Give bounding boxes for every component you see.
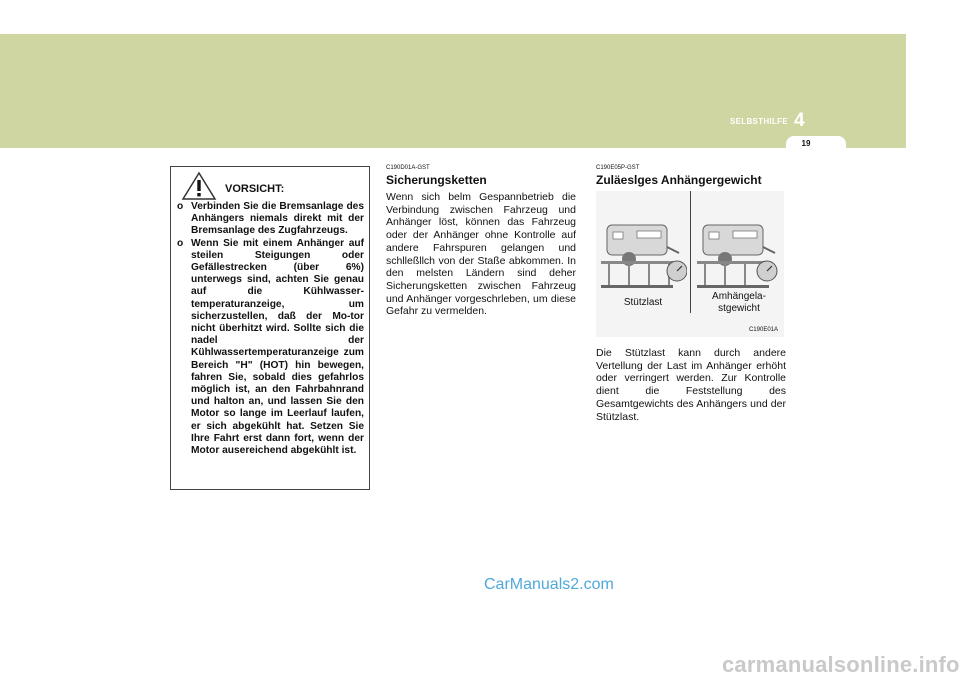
warning-box	[170, 166, 370, 490]
warning-list	[177, 201, 364, 457]
warning-title: VORSICHT:	[225, 183, 285, 195]
warning-item-text: Wenn Sie mit einem Anhänger auf steilen Steigungen oder Gefällestrecken (über 6%) unterwegs sind, achten Sie genau auf die Kühlwasser-temperaturanzeige, um sicherzustellen, daß der Mo-tor nicht überhitzt wird. Sollte sich die nadel der Kühlwassertemperaturanzeige zum Bereich "H" (HOT) hin bewegen, fahren Sie, sobald dies gefahrlos möglich ist, an den Fahrbahnrand und halton an, und lassen Sie den Motor so lange im Leerlauf laufen, er sich abgekühlt hat. Setzen Sie Ihre Fahrt erst dann fort, wenn der Motor ausereichend abgekühlt ist.	[191, 237, 364, 457]
section-heading: Sicherungsketten	[386, 173, 487, 187]
warning-header	[177, 167, 364, 201]
figure-caption-right-line1: Amhängela-	[712, 291, 766, 302]
tongue-load-illustration	[599, 219, 687, 291]
chapter-number: 4	[794, 110, 805, 131]
warning-bullet: o	[177, 237, 184, 249]
figure-code: C190E01A	[748, 327, 778, 333]
section-code: C190E05P-GST	[596, 165, 640, 171]
figure-caption-left: Stützlast	[623, 297, 663, 308]
section-body: Wenn sich belm Gespannbetrieb die Verbindung zwischen Fahrzeug und Anhänger löst, können das Fahrzeug oder der Anhänger ohne Kontrolle auf andere Fahrspuren gelangen und schlleßllch von der Staße abkommen. In den melsten Ländern sind deher Sicherungsketten zwischen Fahrzeug und Anhänger vorgeschrleben, um diese Gefahr zu vermelden.	[386, 191, 576, 318]
trailer-weight-figure	[596, 191, 784, 337]
section-code: C190D01A-GST	[386, 165, 430, 171]
figure-divider	[690, 191, 691, 313]
trailer-weight-illustration	[695, 219, 783, 291]
figure-caption-right	[694, 291, 784, 315]
warning-bullet: o	[177, 201, 184, 212]
section-heading: Zuläeslges Anhängergewicht	[596, 173, 762, 187]
trailer-weight-section	[596, 165, 786, 423]
page-number: 19	[801, 139, 811, 148]
warning-item-text: Verbinden Sie die Bremsanlage des Anhängers niemals direkt mit der Bremsanlage des Zugfahrzeugs.	[191, 201, 364, 237]
footer-watermark[interactable]: carmanualsonline.info	[722, 652, 960, 677]
warning-item	[177, 201, 364, 238]
warning-item	[177, 238, 364, 458]
chapter-label: SELBSTHILFE	[730, 117, 788, 126]
safety-chains-section	[386, 165, 576, 318]
section-body: Die Stützlast kann durch andere Vertellung der Last im Anhänger erhöht oder verringert werden. Zur Kontrolle dient die Feststellung des Gesamtgewichts des Anhängers und der Stützlast.	[596, 347, 786, 423]
site-watermark[interactable]: CarManuals2.com	[484, 576, 614, 593]
warning-triangle-icon	[181, 171, 217, 201]
figure-caption-right-line2: stgewicht	[718, 303, 760, 314]
header-band	[0, 34, 906, 148]
